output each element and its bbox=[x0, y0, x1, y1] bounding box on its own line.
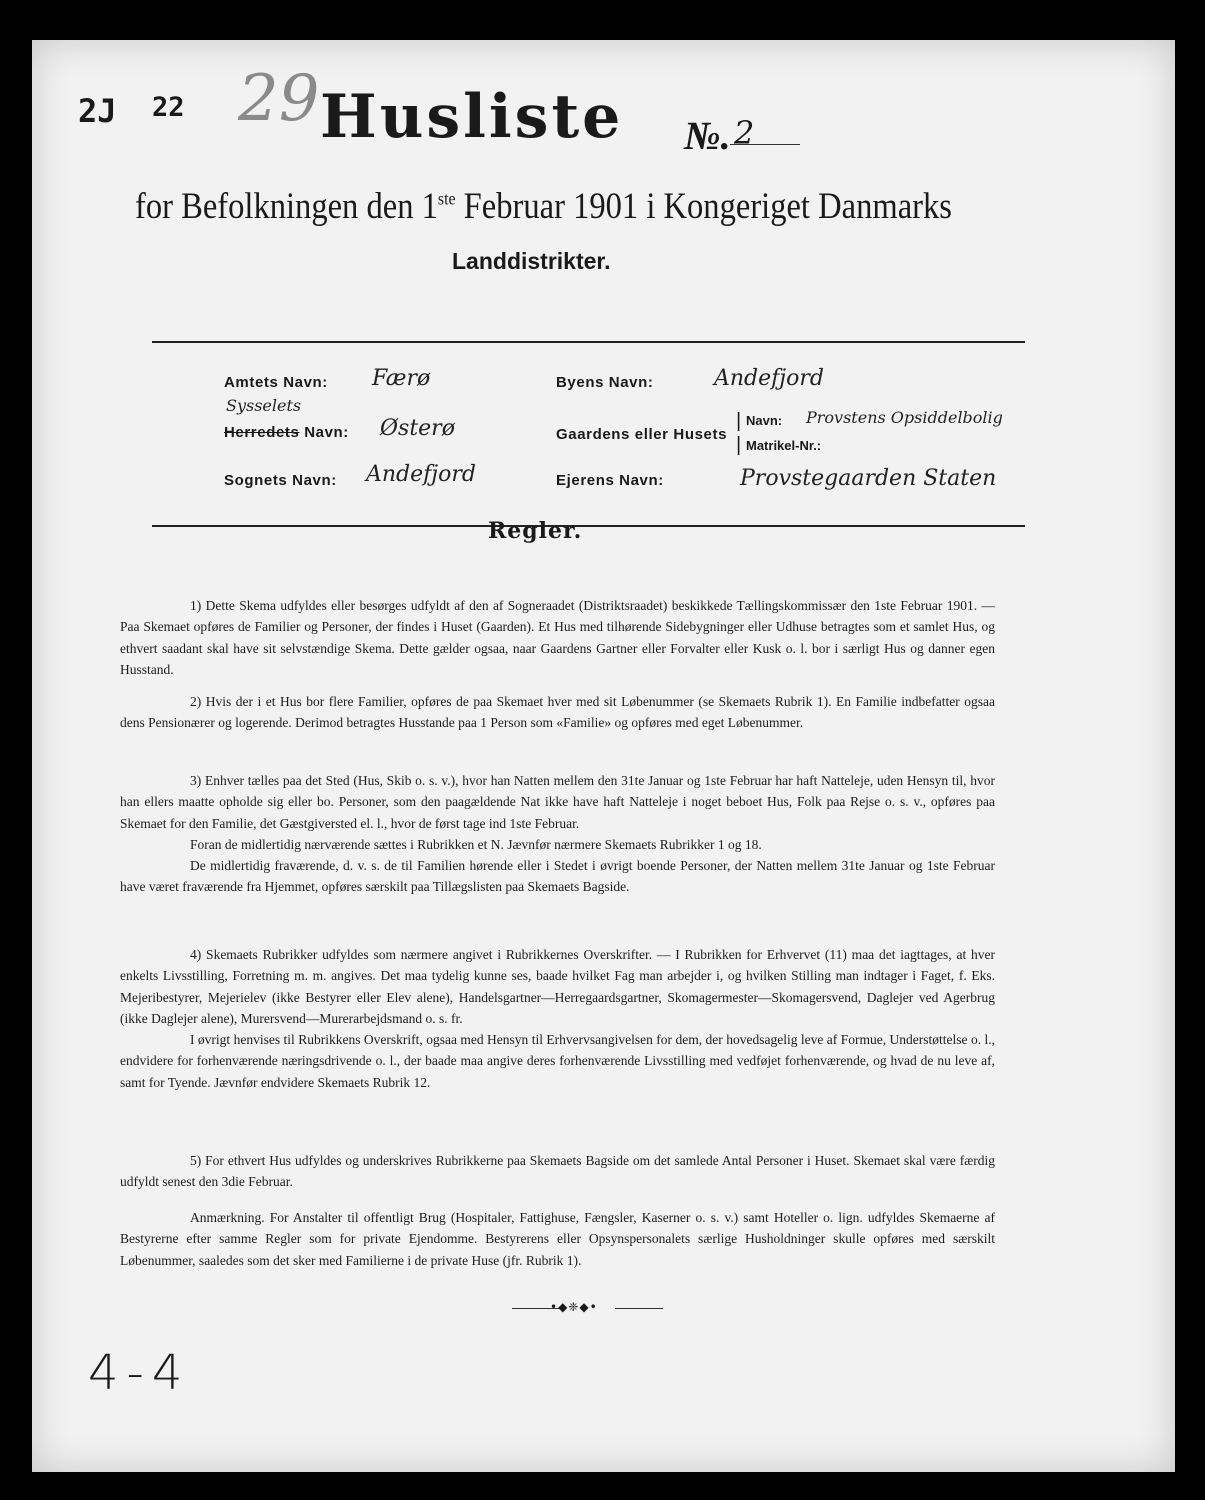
rule-4 bbox=[120, 944, 995, 1093]
handwritten-number: 29 bbox=[238, 62, 320, 136]
rule-4-occupation: I øvrigt henvises til Rubrikkens Overskrift, ogsaa med Hensyn til Erhvervsangivelsen for dem, der hovedsagelig leve af Formue, Understøttelse o. l., endvidere for forhenværende næringsdrivende o. l., der baade maa angive deres forhenværende Livsstilling med vedføjet forhenværende, og hvad de nu leve af, samt for Tyende. Jævnfør endvidere Skemaets Rubrik 12. bbox=[120, 1032, 995, 1090]
sogn-value: Andefjord bbox=[366, 462, 476, 487]
rule-3-present: Foran de midlertidig nærværende sættes i Rubrikken et N. Jævnfør nærmere Skemaets Rubrikker 1 og 18. bbox=[190, 836, 762, 852]
top-divider bbox=[152, 341, 1025, 343]
rule-3-absent: De midlertidig fraværende, d. v. s. de til Familien hørende eller i Stedet i øvrigt boende Personer, der Natten mellem 31te Januar og 1ste Februar have været fraværende fra Hjemmet, opføres særskilt paa Tillægslisten paa Skemaets Bagside. bbox=[120, 858, 995, 895]
form-title: Husliste bbox=[320, 82, 624, 152]
amt-label: Amtets Navn: bbox=[224, 374, 328, 391]
list-number-value: 2 bbox=[734, 114, 755, 152]
by-label: Byens Navn: bbox=[556, 374, 654, 391]
rule-5: 5) For ethvert Hus udfyldes og underskrives Rubrikkerne paa Skemaets Bagside om det samlede Antal Personer i Huset. Skemaet skal være færdig udfyldt senest den 3die Februar. bbox=[120, 1153, 995, 1190]
herred-label: Herredets Navn: bbox=[224, 424, 349, 441]
rules-title: Regler. bbox=[488, 518, 583, 544]
herred-correction-note: Sysselets bbox=[226, 396, 302, 415]
gaard-navn-label: Navn: bbox=[746, 413, 783, 428]
ejer-label: Ejerens Navn: bbox=[556, 472, 664, 489]
fields-divider bbox=[152, 525, 1025, 527]
rule-2: 2) Hvis der i et Hus bor flere Familier, opføres de paa Skemaet hver med sit Løbenummer (se Skemaets Rubrik 1). En Familie indbefatter ogsaa dens Pensionærer og logerende. Derimod betragtes Husstande paa 1 Person som «Familie» og opføres med eget Løbenummer. bbox=[120, 694, 995, 731]
gaard-label: Gaardens eller Husets bbox=[556, 426, 728, 443]
by-value: Andefjord bbox=[714, 366, 824, 391]
form-number-left: 2J bbox=[78, 92, 117, 130]
subtitle-superscript: ste bbox=[437, 188, 456, 209]
gaard-bracket-bottom: | bbox=[736, 434, 742, 456]
handwritten-bottom-note: 4-4 bbox=[88, 1345, 191, 1401]
rule-3-main: 3) Enhver tælles paa det Sted (Hus, Skib o. s. v.), hvor han Natten mellem den 31te Januar og 1ste Februar har haft Natteleje, uden Hensyn til, hvor han ellers maatte opholde sig eller bo. Personer, som den paagældende Nat ikke have haft Natteleje i noget beboet Hus, Folk paa Rejse o. s. v., opføres paa Skemaet for den Familie, det Gæstgiversted el. l., hvor de først tage ind 1ste Februar. bbox=[120, 773, 995, 831]
rule-3 bbox=[120, 770, 995, 898]
gaard-navn-value: Provstens Opsiddelbolig bbox=[806, 408, 1003, 427]
form-subtitle: for Befolkningen den 1ste Februar 1901 i Kongeriget Danmarks bbox=[135, 186, 952, 227]
amt-value: Færø bbox=[372, 366, 431, 391]
number-underline bbox=[730, 144, 800, 145]
ejer-value: Provstegaarden Staten bbox=[740, 466, 997, 491]
number-symbol: №. bbox=[684, 113, 731, 158]
gaard-bracket-top: | bbox=[736, 410, 742, 432]
ornament: •◆❈◆• bbox=[550, 1300, 598, 1314]
herred-value: Østerø bbox=[380, 416, 455, 441]
rule-4-main: 4) Skemaets Rubrikker udfyldes som nærmere angivet i Rubrikkernes Overskrifter. — I Rubrikken for Erhvervet (11) maa det iagttages, at hver enkelts Livsstilling, Forretning m. m. angives. Det maa tydelig kunne ses, baade hvilket Fag man arbejder i, og hvilken Stilling man indtager i Faget, f. Eks. Mejeribestyrer, Mejerielev (ikke Bestyrer eller Elev alene), Handelsgartner—Herregaardsgartner, Skomagermester—Skomagersvend, Daglejer ved Agerbrug (ikke Daglejer alene), Murersvend—Murerarbejdsmand o. s. fr. bbox=[120, 947, 995, 1026]
form-subtitle-district: Landdistrikter. bbox=[452, 248, 611, 274]
matrikel-label: Matrikel-Nr.: bbox=[746, 438, 822, 453]
ornament-line-right bbox=[615, 1308, 663, 1309]
form-number-left2: 22 bbox=[152, 92, 185, 123]
rule-1: 1) Dette Skema udfyldes eller besørges udfyldt af den af Sogneraadet (Distriktsraadet) beskikkede Tællingskommissær den 1ste Februar 1901. — Paa Skemaet opføres de Familier og Personer, der findes i Huset (Gaarden). Et Hus med tilhørende Sidebygninger eller Udhuse betragtes som et samlet Hus, og ethvert saadant skal have sit selvstændige Skema. Dette gælder ogsaa, naar Gaardens Gartner eller Forvalter eller Kusk o. l. bor i særligt Hus og danner egen Husstand. bbox=[120, 598, 995, 677]
rules-note: Anmærkning. For Anstalter til offentligt Brug (Hospitaler, Fattighuse, Fængsler, Kaserner o. s. v.) samt Hoteller o. lign. udfyldes Skemaerne af Bestyrerne efter samme Regler som for private Ejendomme. Bestyrerens eller Opsynspersonalets særlige Husholdninger skulle opføres med særskilt Løbenummer, saaledes som det sker med Familierne i de private Huse (jfr. Rubrik 1). bbox=[120, 1210, 995, 1268]
sogn-label: Sognets Navn: bbox=[224, 472, 337, 489]
